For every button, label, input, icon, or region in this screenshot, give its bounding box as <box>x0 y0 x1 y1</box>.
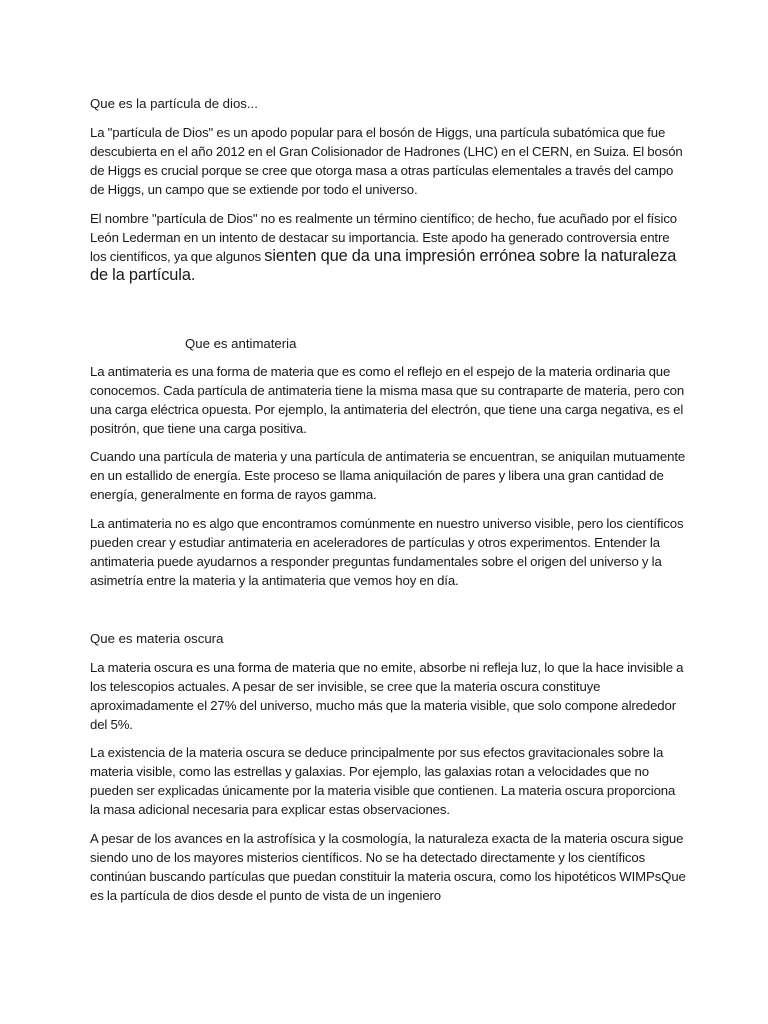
section-heading-materia-oscura: Que es materia oscura <box>90 631 224 646</box>
paragraph-antimateria-1: La antimateria es una forma de materia que es como el reflejo en el espejo de la materia ordinaria que conocemos. Cada partícula de antimateria tiene la misma masa que su contraparte de materia, pero con una carga eléctrica opuesta. Por ejemplo, la antimateria del electrón, que tiene una carga negativa, es el positrón, que tiene una carga positiva. <box>90 364 685 436</box>
document-title: Que es la partícula de dios... <box>90 96 258 111</box>
paragraph-materia-oscura-2: La existencia de la materia oscura se deduce principalmente por sus efectos gravitacionales sobre la materia visible, como las estrellas y galaxias. Por ejemplo, las galaxias rotan a velocidades que no pueden ser explicadas únicamente por la materia visible que contienen. La materia oscura proporciona la masa adicional necesaria para explicar estas observaciones. <box>90 745 676 817</box>
section-heading-antimateria: Que es antimateria <box>185 336 297 351</box>
paragraph-antimateria-2: Cuando una partícula de materia y una partícula de antimateria se encuentran, se aniquilan mutuamente en un estallido de energía. Este proceso se llama aniquilación de pares y libera una gran cantidad de energía, generalmente en forma de rayos gamma. <box>90 449 686 502</box>
paragraph-nombre-particula <box>90 209 688 285</box>
paragraph-antimateria-3: La antimateria no es algo que encontramos comúnmente en nuestro universo visible, pero los científicos pueden crear y estudiar antimateria en aceleradores de partículas y otros experimentos. Entender la antimateria puede ayudarnos a responder preguntas fundamentales sobre el origen del universo y la asimetría entre la materia y la antimateria que vemos hoy en día. <box>90 516 684 588</box>
paragraph-nombre-particula-large-text: sienten que da una impresión errónea sobre la naturaleza de la partícula. <box>90 247 677 284</box>
paragraph-nombre-particula-text: El nombre "partícula de Dios" no es realmente un término científico; de hecho, fue acuñado por el físico León Lederman en un intento de destacar su importancia. Este apodo ha generado controversia entre los científicos, ya que algunos <box>90 211 678 264</box>
paragraph-materia-oscura-1: La materia oscura es una forma de materia que no emite, absorbe ni refleja luz, lo que la hace invisible a los telescopios actuales. A pesar de ser invisible, se cree que la materia oscura constituye aproximadamente el 27% del universo, mucho más que la materia visible, que solo compone alrededor del 5%. <box>90 660 684 732</box>
paragraph-materia-oscura-3: A pesar de los avances en la astrofísica y la cosmología, la naturaleza exacta de la materia oscura sigue siendo uno de los mayores misterios científicos. No se ha detectado directamente y los científicos continúan buscando partículas que puedan constituir la materia oscura, como los hipotéticos WIMPsQue es la partícula de dios desde el punto de vista de un ingeniero <box>90 831 686 903</box>
paragraph-higgs-intro: La "partícula de Dios" es un apodo popular para el bosón de Higgs, una partícula subatómica que fue descubierta en el año 2012 en el Gran Colisionador de Hadrones (LHC) en el CERN, en Suiza. El bosón de Higgs es crucial porque se cree que otorga masa a otras partículas elementales a través del campo de Higgs, un campo que se extiende por todo el universo. <box>90 125 683 197</box>
